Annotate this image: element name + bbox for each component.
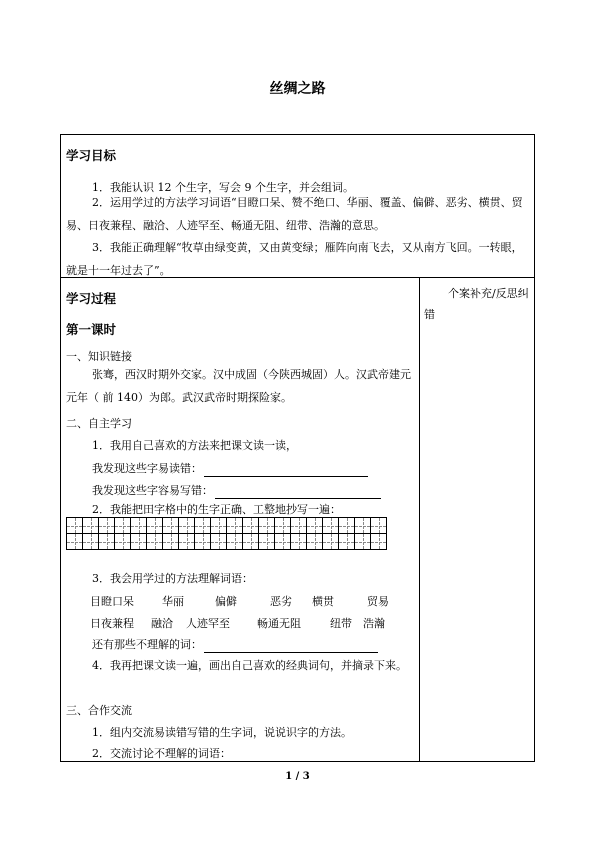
grid-cell[interactable] bbox=[243, 534, 259, 550]
grid-cell[interactable] bbox=[275, 518, 291, 534]
page-title: 丝绸之路 bbox=[269, 81, 326, 97]
side-notes-box bbox=[419, 277, 535, 762]
vocab-word: 日夜兼程 bbox=[90, 617, 134, 630]
easy-to-miswrite-label: 我发现这些字容易写错： bbox=[92, 484, 213, 497]
grid-cell[interactable] bbox=[291, 534, 307, 550]
grid-cell[interactable] bbox=[67, 518, 83, 534]
discuss-words-label: 2．交流讨论不理解的词语： bbox=[92, 747, 231, 760]
process-heading: 学习过程 bbox=[66, 291, 117, 306]
grid-cell[interactable] bbox=[371, 534, 387, 550]
self-study-q3: 3．我会用学过的方法理解词语： bbox=[92, 572, 253, 585]
grid-cell[interactable] bbox=[195, 518, 211, 534]
grid-cell[interactable] bbox=[211, 518, 227, 534]
goals-heading: 学习目标 bbox=[66, 148, 117, 163]
vocab-word: 恶劣 bbox=[270, 595, 292, 608]
grid-cell[interactable] bbox=[131, 534, 147, 550]
grid-cell[interactable] bbox=[147, 518, 163, 534]
discuss-words-row bbox=[92, 746, 373, 762]
grid-cell[interactable] bbox=[67, 534, 83, 550]
unknown-words-label: 还有那些不理解的词： bbox=[92, 638, 202, 651]
grid-cell[interactable] bbox=[307, 534, 323, 550]
side-notes-label: 个案补充/反思纠错 bbox=[424, 287, 529, 321]
grid-cell[interactable] bbox=[371, 518, 387, 534]
vocab-word: 横贯 bbox=[312, 595, 334, 608]
self-study-q1: 1．我用自己喜欢的方法来把课文读一读， bbox=[92, 439, 297, 452]
grid-cell[interactable] bbox=[339, 534, 355, 550]
easy-to-misread-blank[interactable] bbox=[204, 464, 368, 477]
grid-cell[interactable] bbox=[83, 534, 99, 550]
tianzige-grid bbox=[66, 517, 387, 550]
self-study-q2: 2．我能把田字格中的生字正确、工整地抄写一遍： bbox=[92, 503, 341, 516]
vocab-word: 目瞪口呆 bbox=[90, 595, 134, 608]
unknown-words-blank[interactable] bbox=[204, 640, 378, 653]
vocab-word: 融洽 bbox=[151, 617, 173, 630]
grid-cell[interactable] bbox=[323, 518, 339, 534]
grid-cell[interactable] bbox=[275, 534, 291, 550]
vocab-word: 畅通无阻 bbox=[257, 617, 301, 630]
easy-to-miswrite-blank[interactable] bbox=[215, 486, 381, 499]
grid-cell[interactable] bbox=[259, 518, 275, 534]
vocab-word: 纽带 bbox=[330, 617, 352, 630]
section-1-heading: 一、知识链接 bbox=[66, 350, 132, 363]
vocab-word: 人迹罕至 bbox=[186, 617, 230, 630]
vocab-word: 贸易 bbox=[367, 595, 389, 608]
goal-item-1: 1．我能认识 12 个生字，写会 9 个生字，并会组词。 bbox=[92, 181, 354, 194]
vocab-word: 偏僻 bbox=[215, 595, 237, 608]
easy-to-misread-row bbox=[92, 461, 368, 477]
cooperation-q1: 1．组内交流易读错写错的生字词，说说识字的方法。 bbox=[92, 726, 352, 739]
grid-cell[interactable] bbox=[227, 518, 243, 534]
grid-cell[interactable] bbox=[99, 518, 115, 534]
grid-cell[interactable] bbox=[355, 534, 371, 550]
vocab-word: 浩瀚 bbox=[363, 617, 385, 630]
grid-cell[interactable] bbox=[131, 518, 147, 534]
section-1-text: 张骞，西汉时期外交家。汉中成固（今陕西城固）人。汉武帝建元元年（ 前 140）为郎。武汉武帝时期探险家。 bbox=[66, 368, 411, 404]
grid-cell[interactable] bbox=[179, 534, 195, 550]
grid-cell[interactable] bbox=[211, 534, 227, 550]
page-number: 1 / 3 bbox=[285, 771, 310, 782]
grid-cell[interactable] bbox=[291, 518, 307, 534]
grid-cell[interactable] bbox=[163, 518, 179, 534]
easy-to-miswrite-row bbox=[92, 483, 381, 499]
grid-cell[interactable] bbox=[227, 534, 243, 550]
easy-to-misread-label: 我发现这些字易读错： bbox=[92, 462, 202, 475]
grid-cell[interactable] bbox=[115, 518, 131, 534]
discuss-words-blank[interactable] bbox=[233, 749, 373, 762]
vocab-word: 华丽 bbox=[162, 595, 184, 608]
section-3-heading: 三、合作交流 bbox=[66, 704, 132, 717]
lesson-heading: 第一课时 bbox=[66, 322, 117, 337]
grid-cell[interactable] bbox=[99, 534, 115, 550]
goal-item-2: 2．运用学过的方法学习词语“目瞪口呆、赞不绝口、华丽、覆盖、偏僻、恶劣、横贯、贸易、日夜兼程、融洽、人迹罕至、畅通无阻、纽带、浩瀚的意思。 bbox=[66, 196, 523, 232]
unknown-words-row bbox=[92, 637, 378, 653]
section-2-heading: 二、自主学习 bbox=[66, 417, 132, 430]
goal-item-3: 3．我能正确理解“牧草由绿变黄，又由黄变绿；雁阵向南飞去，又从南方飞回。一转眼，就是十一年过去了”。 bbox=[66, 241, 523, 277]
grid-cell[interactable] bbox=[147, 534, 163, 550]
grid-cell[interactable] bbox=[355, 518, 371, 534]
grid-cell[interactable] bbox=[259, 534, 275, 550]
grid-cell[interactable] bbox=[163, 534, 179, 550]
grid-cell[interactable] bbox=[83, 518, 99, 534]
grid-cell[interactable] bbox=[307, 518, 323, 534]
grid-cell[interactable] bbox=[323, 534, 339, 550]
grid-cell[interactable] bbox=[179, 518, 195, 534]
grid-cell[interactable] bbox=[339, 518, 355, 534]
grid-cell[interactable] bbox=[195, 534, 211, 550]
self-study-q4: 4．我再把课文读一遍，画出自己喜欢的经典词句，并摘录下来。 bbox=[92, 659, 407, 672]
grid-cell[interactable] bbox=[243, 518, 259, 534]
grid-cell[interactable] bbox=[115, 534, 131, 550]
